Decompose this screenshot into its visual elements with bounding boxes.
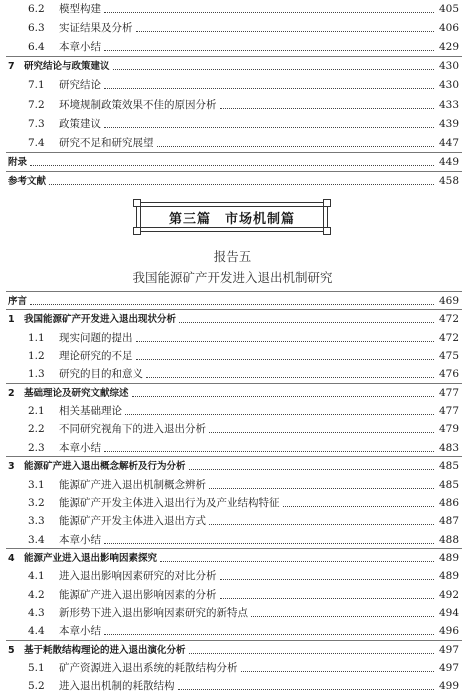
dot-leader <box>220 598 435 599</box>
report-title: 我国能源矿产开发进入退出机制研究 <box>132 270 333 285</box>
toc-entry[interactable] <box>0 439 465 458</box>
banner-corner <box>133 199 141 207</box>
dot-leader <box>189 653 434 654</box>
toc-entry[interactable] <box>0 172 465 191</box>
dot-leader <box>104 127 434 128</box>
dot-leader <box>241 671 435 672</box>
toc-entry-page: 477 <box>438 386 459 399</box>
toc-entry-number: 1.1 <box>28 331 45 344</box>
banner-corner <box>323 227 331 235</box>
part-banner <box>136 202 328 232</box>
toc-entry[interactable] <box>0 134 465 153</box>
toc-entry[interactable] <box>0 476 465 495</box>
dot-leader <box>125 414 434 415</box>
dot-leader <box>189 469 434 470</box>
toc-entry-title: 基础理论及研究文献综述 <box>24 387 129 399</box>
dot-leader <box>104 451 434 452</box>
toc-entry[interactable] <box>0 76 465 95</box>
toc-entry-title: 本章小结 <box>59 41 101 54</box>
toc-entry-page: 472 <box>438 313 459 326</box>
dot-leader <box>104 634 434 635</box>
toc-entry-title: 本章小结 <box>59 533 101 546</box>
toc-entry-number: 3 <box>8 461 15 473</box>
toc-entry[interactable] <box>0 622 465 641</box>
toc-entry-page: 485 <box>438 460 459 473</box>
toc-entry[interactable] <box>0 153 465 172</box>
toc-entry-number: 3.1 <box>28 478 45 491</box>
toc-entry-title: 矿产资源进入退出系统的耗散结构分析 <box>59 662 238 674</box>
dot-leader <box>220 108 435 109</box>
toc-entry-page: 475 <box>438 350 459 363</box>
toc-entry[interactable] <box>0 494 465 513</box>
section-separator <box>6 291 462 292</box>
toc-entry-number: 7.4 <box>28 136 45 149</box>
toc-entry-page: 496 <box>438 625 459 638</box>
toc-entry[interactable] <box>0 604 465 623</box>
toc-entry-number: 5.1 <box>28 662 45 674</box>
toc-entry-title: 能源矿产进入退出概念解析及行为分析 <box>24 461 186 473</box>
dot-leader <box>209 524 434 525</box>
toc-entry-title: 不同研究视角下的进入退出分析 <box>59 423 206 436</box>
toc-entry-page: 489 <box>438 551 459 564</box>
toc-entry-page: 472 <box>438 331 459 344</box>
toc-entry[interactable] <box>0 38 465 57</box>
toc-entry-title: 进入退出影响因素研究的对比分析 <box>59 570 217 583</box>
banner-corner <box>133 227 141 235</box>
banner-corner <box>323 199 331 207</box>
toc-entry-page: 406 <box>438 22 459 35</box>
toc-entry-number: 1 <box>8 314 15 326</box>
dot-leader <box>157 146 435 147</box>
toc-entry[interactable] <box>0 549 465 568</box>
toc-entry[interactable] <box>0 347 465 366</box>
toc-entry-page: 429 <box>438 41 459 54</box>
toc-entry[interactable] <box>0 365 465 384</box>
toc-entry-title: 模型构建 <box>59 3 101 15</box>
dot-leader <box>136 359 435 360</box>
toc-entry-page: 433 <box>438 98 459 111</box>
toc-entry-number: 7 <box>8 61 15 73</box>
toc-entry-title: 实证结果及分析 <box>59 22 133 35</box>
toc-entry[interactable] <box>0 567 465 586</box>
toc-entry-number: 7.3 <box>28 117 45 130</box>
toc-entry-title: 能源矿产开发主体进入退出行为及产业结构特征 <box>59 496 280 509</box>
toc-entry-page: 487 <box>438 515 459 528</box>
dot-leader <box>178 689 435 690</box>
toc-entry-page: 489 <box>438 570 459 583</box>
dot-leader <box>132 396 434 397</box>
toc-entry-page: 494 <box>438 606 459 619</box>
dot-leader <box>104 88 434 89</box>
toc-entry[interactable] <box>0 310 465 329</box>
toc-entry-page: 449 <box>438 155 459 168</box>
dot-leader <box>209 432 434 433</box>
dot-leader <box>30 304 434 305</box>
toc-entry-title: 研究结论与政策建议 <box>24 61 110 73</box>
toc-entry[interactable] <box>0 402 465 421</box>
toc-entry-title: 参考文献 <box>8 175 47 187</box>
toc-entry-number: 3.3 <box>28 515 45 528</box>
toc-entry-page: 439 <box>438 117 459 130</box>
toc-entry-title: 能源产业进入退出影响因素探究 <box>24 552 158 564</box>
toc-entry-title: 附录 <box>8 156 28 168</box>
dot-leader <box>30 165 434 166</box>
toc-entry-number: 4.3 <box>28 606 45 619</box>
toc-entry-number: 4.1 <box>28 570 45 583</box>
toc-entry-title: 序言 <box>8 296 28 307</box>
dot-leader <box>179 322 434 323</box>
toc-entry-number: 3.2 <box>28 496 45 509</box>
toc-entry-page: 469 <box>438 295 459 307</box>
toc-entry-page: 430 <box>438 60 459 73</box>
report-label: 报告五 <box>213 249 252 264</box>
toc-entry-number: 2.3 <box>28 441 45 454</box>
toc-entry-title: 研究结论 <box>59 79 101 92</box>
toc-entry[interactable] <box>0 115 465 134</box>
toc-entry-number: 4.2 <box>28 588 45 601</box>
toc-entry-number: 4.4 <box>28 625 45 638</box>
toc-entry-page: 492 <box>438 588 459 601</box>
toc-entry-title: 本章小结 <box>59 625 101 638</box>
toc-entry[interactable] <box>0 512 465 531</box>
toc-entry-title: 环境规制政策效果不佳的原因分析 <box>59 98 217 111</box>
toc-entry[interactable] <box>0 457 465 476</box>
toc-entry-title: 进入退出机制的耗散结构 <box>59 680 175 693</box>
toc-entry[interactable] <box>0 420 465 439</box>
toc-entry-page: 497 <box>438 662 459 674</box>
toc-entry-title: 能源矿产进入退出影响因素的分析 <box>59 588 217 601</box>
dot-leader <box>209 488 434 489</box>
dot-leader <box>104 543 434 544</box>
toc-entry-title: 能源矿产进入退出机制概念辨析 <box>59 478 206 491</box>
toc-entry-number: 6.3 <box>28 22 45 35</box>
toc-entry-number: 2.2 <box>28 423 45 436</box>
toc-entry[interactable] <box>0 531 465 550</box>
toc-entry-page: 479 <box>438 423 459 436</box>
toc-entry-title: 基于耗散结构理论的进入退出演化分析 <box>24 644 186 656</box>
toc-entry[interactable] <box>0 384 465 403</box>
toc-entry-page: 488 <box>438 533 459 546</box>
toc-entry[interactable] <box>0 677 465 696</box>
toc-entry-title: 研究不足和研究展望 <box>59 136 154 149</box>
dot-leader <box>104 12 434 13</box>
toc-entry[interactable] <box>0 0 465 19</box>
toc-entry[interactable] <box>0 292 465 311</box>
dot-leader <box>251 616 434 617</box>
toc-entry-number: 2 <box>8 387 15 399</box>
toc-entry-page: 405 <box>438 3 459 15</box>
toc-entry-title: 现实问题的提出 <box>59 331 133 344</box>
toc-entry-page: 430 <box>438 79 459 92</box>
toc-entry-number: 4 <box>8 552 15 564</box>
toc-entry-title: 研究的目的和意义 <box>59 368 143 381</box>
toc-entry-title: 我国能源矿产开发进入退出现状分析 <box>24 314 177 326</box>
dot-leader <box>136 341 435 342</box>
dot-leader <box>104 50 434 51</box>
toc-entry-page: 477 <box>438 405 459 418</box>
toc-entry-number: 6.4 <box>28 41 45 54</box>
toc-entry-title: 理论研究的不足 <box>59 350 133 363</box>
toc-entry-title: 能源矿产开发主体进入退出方式 <box>59 515 206 528</box>
toc-entry-page: 458 <box>438 174 459 187</box>
toc-entry-title: 新形势下进入退出影响因素研究的新特点 <box>59 606 248 619</box>
toc-entry-page: 447 <box>438 136 459 149</box>
toc-entry[interactable] <box>0 19 465 38</box>
dot-leader <box>146 377 434 378</box>
toc-entry-page: 499 <box>438 680 459 693</box>
dot-leader <box>49 184 434 185</box>
toc-entry-title: 政策建议 <box>59 117 101 130</box>
toc-entry[interactable] <box>0 96 465 115</box>
dot-leader <box>160 561 434 562</box>
toc-entry-page: 485 <box>438 478 459 491</box>
part-banner-title: 第三篇 市场机制篇 <box>168 211 295 227</box>
toc-entry-number: 5 <box>8 644 15 656</box>
toc-entry-title: 本章小结 <box>59 441 101 454</box>
toc-entry-page: 476 <box>438 368 459 381</box>
toc-entry-number: 2.1 <box>28 405 45 418</box>
dot-leader <box>283 506 435 507</box>
dot-leader <box>136 31 435 32</box>
toc-entry-number: 7.1 <box>28 79 45 92</box>
toc-entry-number: 7.2 <box>28 98 45 111</box>
toc-entry-page: 497 <box>438 643 459 656</box>
toc-entry-title: 相关基础理论 <box>59 405 122 418</box>
toc-entry[interactable] <box>0 57 465 76</box>
toc-entry-number: 5.2 <box>28 680 45 693</box>
toc-entry-number: 6.2 <box>28 3 45 15</box>
toc-entry[interactable] <box>0 329 465 348</box>
toc-entry-page: 486 <box>438 496 459 509</box>
toc-entry-number: 1.3 <box>28 368 45 381</box>
dot-leader <box>113 69 434 70</box>
toc-entry[interactable] <box>0 586 465 605</box>
toc-entry-page: 483 <box>438 441 459 454</box>
toc-entry-number: 3.4 <box>28 533 45 546</box>
toc-entry[interactable] <box>0 659 465 678</box>
toc-entry-number: 1.2 <box>28 350 45 363</box>
toc-entry[interactable] <box>0 641 465 660</box>
dot-leader <box>220 579 435 580</box>
